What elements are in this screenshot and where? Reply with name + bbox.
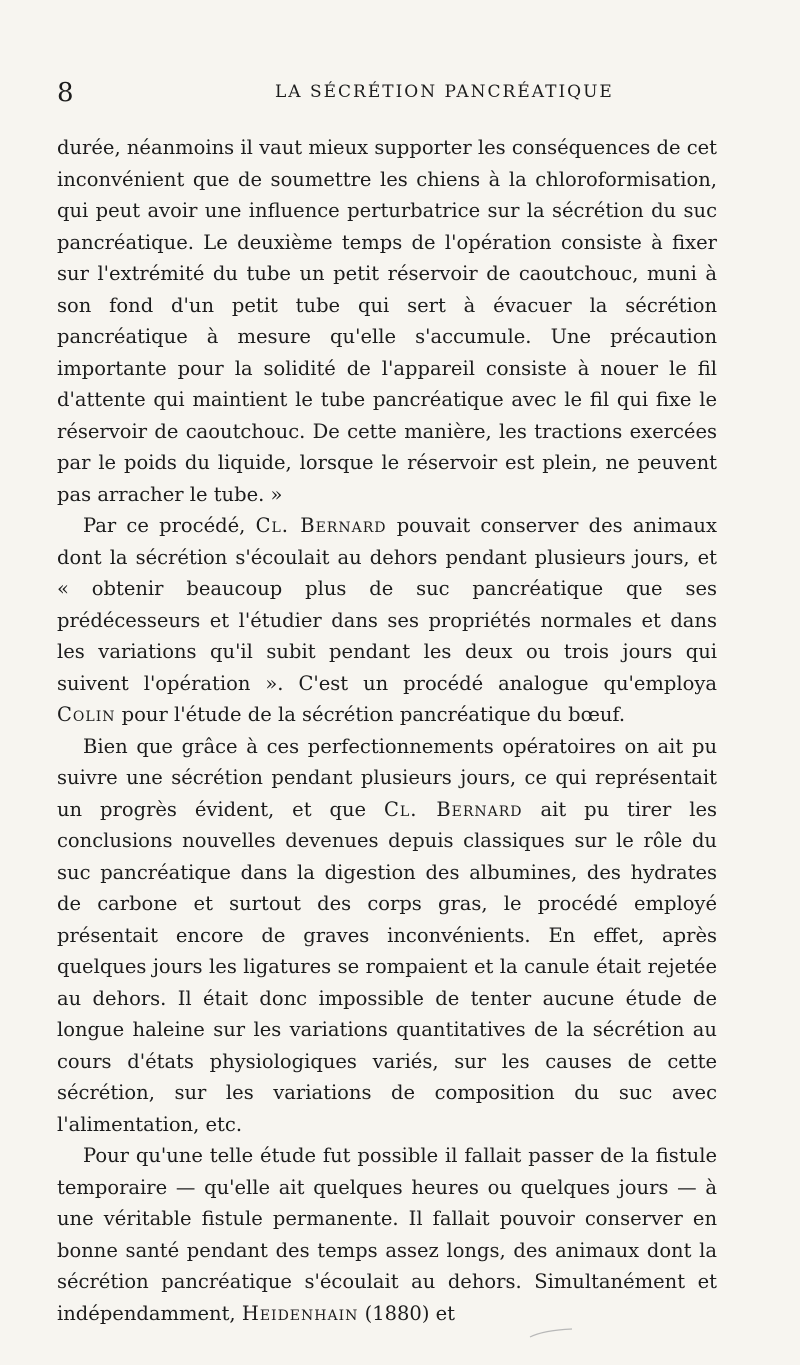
body-text bbox=[57, 132, 717, 1329]
paragraph-4-text-1: Pour qu'une telle étude fut possible il fallait passer de la fistule temporaire — qu'elle ait quelques heures ou quelques jours — à une véritable fistule permanente. Il fallait pouvoir conserver en bonne santé pendant des temps assez longs, des animaux dont la sécrétion pancréatique s'écoulait au dehors. Simultanément et indépendamment, bbox=[57, 1144, 717, 1325]
page-number: 8 bbox=[57, 78, 74, 108]
page-scan-mark bbox=[528, 1328, 574, 1338]
author-name-heidenhain: Heidenhain bbox=[241, 1301, 359, 1325]
paragraph-2-text-3: pour l'étude de la sécrétion pancréatique du bœuf. bbox=[115, 703, 626, 726]
paragraph-1 bbox=[57, 132, 717, 510]
running-head: LA SÉCRÉTION PANCRÉATIQUE bbox=[275, 82, 614, 102]
scan-mark-icon bbox=[528, 1328, 574, 1338]
paragraph-4-text-2: (1880) et bbox=[358, 1301, 456, 1325]
page-header bbox=[57, 78, 717, 112]
paragraph-3 bbox=[57, 731, 717, 1141]
paragraph-3-text-1: Bien que grâce à ces perfectionnements opératoires on ait pu suivre une sécrétion pendant plusieurs jours, ce qui représentait un progrès évident, et que bbox=[57, 734, 717, 821]
author-name-cl-bernard: Cl. Bernard bbox=[255, 514, 387, 537]
paragraph-1-text: durée, néanmoins il vaut mieux supporter les conséquences de cet inconvénient que de soumettre les chiens à la chloroformisation, qui peut avoir une influence perturbatrice sur la sécrétion du suc pancréatique. Le deuxième temps de l'opération consiste à fixer sur l'extrémité du tube un petit réservoir de caoutchouc, muni à son fond d'un petit tube qui sert à évacuer la sécrétion pancréatique à mesure qu'elle s'accumule. Une précaution importante pour la solidité de l'appareil consiste à nouer le fil d'attente qui maintient le tube pancréatique avec le fil qui fixe le réservoir de caoutchouc. De cette manière, les tractions exercées par le poids du liquide, lorsque le réservoir est plein, ne peuvent pas arracher le tube. » bbox=[57, 136, 717, 506]
paragraph-2-text-2: pouvait conserver des animaux dont la sécrétion s'écoulait au dehors pendant plusieurs jours, et « obtenir beaucoup plus de suc pancréatique que ses prédécesseurs et l'étudier dans ses propriétés normales et dans les variations qu'il subit pendant les deux ou trois jours qui suivent l'opération ». C'est un procédé analogue qu'employa bbox=[57, 514, 717, 695]
paragraph-4 bbox=[57, 1140, 717, 1329]
paragraph-2-text-1: Par ce procédé, bbox=[83, 514, 256, 537]
paragraph-2 bbox=[57, 510, 717, 731]
paragraph-3-text-2: ait pu tirer les conclusions nouvelles devenues depuis classiques sur le rôle du suc pancréatique dans la digestion des albumines, des hydrates de carbone et surtout des corps gras, le procédé employé présentait encore de graves inconvénients. En effet, après quelques jours les ligatures se rompaient et la canule était rejetée au dehors. Il était donc impossible de tenter aucune étude de longue haleine sur les variations quantitatives de la sécrétion au cours d'états physiologiques variés, sur les causes de cette sécrétion, sur les variations de composition du suc avec l'alimentation, etc. bbox=[57, 797, 718, 1136]
author-name-colin: Colin bbox=[57, 703, 116, 726]
author-name-cl-bernard-2: Cl. Bernard bbox=[383, 797, 523, 821]
